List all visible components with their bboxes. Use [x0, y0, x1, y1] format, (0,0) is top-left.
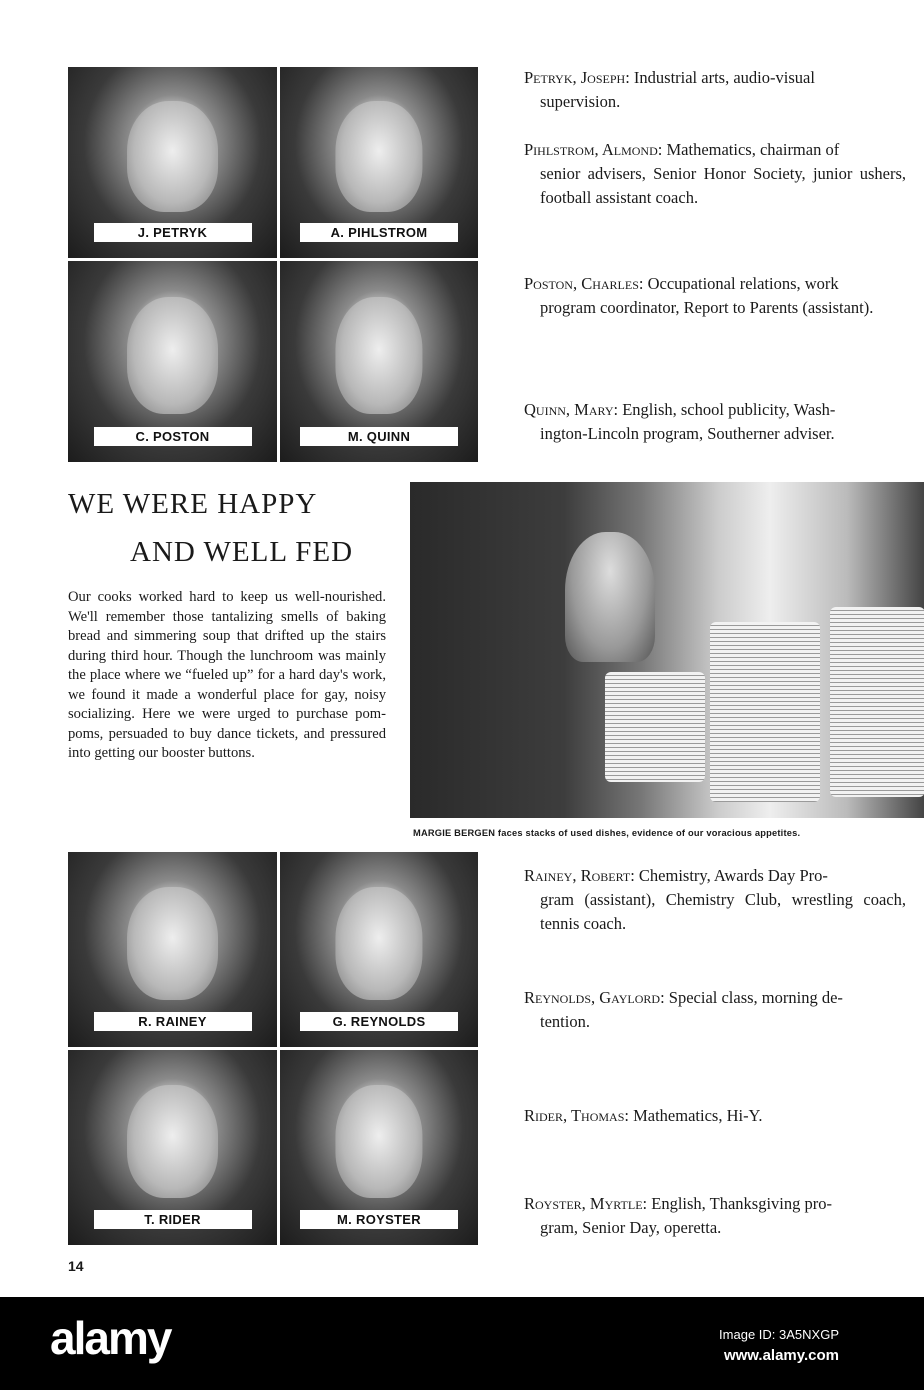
faculty-entry: Poston, Charles: Occupational relations, work program coordinator, Report to Parents (assistant).: [524, 274, 874, 317]
portrait-label: M. QUINN: [300, 427, 458, 446]
faculty-entry: Reynolds, Gaylord: Special class, morning de- tention.: [524, 988, 843, 1031]
faculty-entry: Royster, Myrtle: English, Thanksgiving pro- gram, Senior Day, operetta.: [524, 1194, 832, 1237]
alamy-logo: alamy: [50, 1312, 171, 1364]
portrait-label: M. ROYSTER: [300, 1210, 458, 1229]
lunchroom-photo: [410, 482, 924, 818]
portrait-royster: [280, 1050, 478, 1245]
portrait-label: G. REYNOLDS: [300, 1012, 458, 1031]
stock-footer: [0, 1297, 924, 1390]
portrait-label: J. PETRYK: [94, 223, 252, 242]
faculty-entry: Rider, Thomas: Mathematics, Hi-Y.: [524, 1106, 763, 1125]
section-heading-line2: AND WELL FED: [130, 536, 354, 568]
portrait-poston: [68, 261, 277, 462]
faculty-entry: Petryk, Joseph: Industrial arts, audio-visual supervision.: [524, 68, 815, 111]
portrait-label: R. RAINEY: [94, 1012, 252, 1031]
image-id: Image ID: 3A5NXGP: [719, 1327, 839, 1342]
portrait-label: C. POSTON: [94, 427, 252, 446]
portrait-quinn: [280, 261, 478, 462]
portrait-label: A. PIHLSTROM: [300, 223, 458, 242]
faculty-entry: Pihlstrom, Almond: Mathematics, chairman of senior advisers, Senior Honor Society, junior ushers, football assistant coach.: [524, 140, 906, 207]
section-heading-line1: WE WERE HAPPY: [68, 488, 318, 520]
photo-caption: MARGIE BERGEN faces stacks of used dishes, evidence of our voracious appetites.: [413, 828, 801, 838]
portrait-reynolds: [280, 852, 478, 1047]
portrait-label: T. RIDER: [94, 1210, 252, 1229]
portrait-rider: [68, 1050, 277, 1245]
faculty-entry: Rainey, Robert: Chemistry, Awards Day Pro- gram (assistant), Chemistry Club, wrestling coach, tennis coach.: [524, 866, 906, 933]
body-paragraph: Our cooks worked hard to keep us well-nourished. We'll remember those tantalizing smells of baking bread and simmering soup that drifted up the stairs during third hour. Though the lunchroom was mainly the place where we “fueled up” for a hard day's work, we found it made a wonderful place for gay, noisy socializing. Here we were urged to purchase pom-poms, persuaded to buy dance tickets, and pressured into getting our booster buttons.: [68, 589, 386, 761]
portrait-pihlstrom: [280, 67, 478, 258]
portrait-petryk: [68, 67, 277, 258]
portrait-rainey: [68, 852, 277, 1047]
faculty-entry: Quinn, Mary: English, school publicity, Wash- ington-Lincoln program, Southerner adviser.: [524, 400, 836, 443]
footer-url: www.alamy.com: [723, 1347, 839, 1364]
page-number: 14: [68, 1258, 84, 1274]
